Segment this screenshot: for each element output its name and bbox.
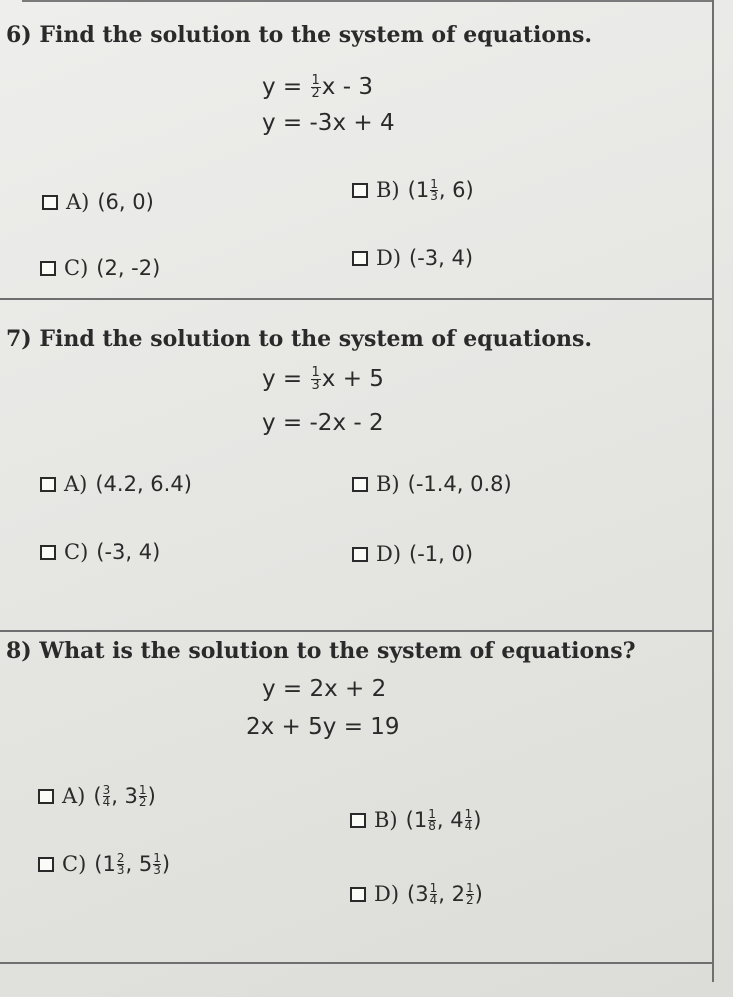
fraction <box>311 367 321 392</box>
checkbox[interactable] <box>38 789 54 804</box>
fraction-denominator: 2 <box>138 794 147 809</box>
choice-text-part: , 6) <box>438 178 474 202</box>
fraction-numerator: 1 <box>311 365 320 380</box>
fraction <box>465 880 474 907</box>
choice-text: (4.2, 6.4) <box>95 472 192 496</box>
question-6-choice-b[interactable] <box>352 178 474 202</box>
fraction-numerator: 1 <box>429 880 438 895</box>
fraction-numerator: 1 <box>464 806 473 821</box>
choice-text-part: 1 <box>413 808 428 832</box>
fraction-denominator: 2 <box>465 892 474 907</box>
question-8-choice-a[interactable] <box>38 784 156 808</box>
question-6 <box>0 0 714 300</box>
choice-text-part: , 2 <box>438 882 465 906</box>
checkbox[interactable] <box>352 547 368 562</box>
choice-text: ( $\frac{3}{4}$ , 3 $\frac{1}{2}$ ) <box>93 782 156 809</box>
fraction <box>430 176 438 203</box>
fraction <box>429 880 438 907</box>
checkbox[interactable] <box>40 477 56 492</box>
choice-letter: B) <box>374 808 398 832</box>
choice-letter: A) <box>62 784 86 808</box>
eq-rest: x + 5 <box>321 366 384 392</box>
choice-letter: A) <box>66 190 90 214</box>
choice-letter: B) <box>376 472 400 496</box>
question-7-choice-b[interactable] <box>352 472 512 496</box>
checkbox[interactable] <box>350 887 366 902</box>
choice-text-part: 3 <box>415 882 429 906</box>
choice-text-part: , 5 <box>125 852 153 876</box>
question-8-prompt: 8) What is the solution to the system of equations? <box>6 638 636 664</box>
fraction-numerator: 1 <box>153 850 161 865</box>
question-8-equation-1: y = 2x + 2 <box>262 676 387 702</box>
choice-text-part: 1 <box>102 852 116 876</box>
choice-text: (-1, 0) <box>409 542 474 566</box>
question-8 <box>0 632 714 982</box>
fraction-numerator: 1 <box>138 782 147 797</box>
bottom-border <box>0 962 714 964</box>
choice-letter: B) <box>376 178 400 202</box>
question-7-prompt: 7) Find the solution to the system of equations. <box>6 326 593 352</box>
question-7-equation-2: y = -2x - 2 <box>262 410 384 436</box>
fraction-numerator: 1 <box>311 73 320 88</box>
fraction-numerator: 2 <box>116 850 125 865</box>
fraction <box>153 850 161 877</box>
choice-text-part: , 4 <box>436 808 464 832</box>
fraction-numerator: 1 <box>430 176 438 191</box>
choice-letter: D) <box>374 882 400 906</box>
choice-text: ( 3 $\frac{1}{4}$ , 2 $\frac{1}{2}$ ) <box>407 880 483 907</box>
question-6-choice-d[interactable] <box>352 246 473 270</box>
fraction-denominator: 3 <box>116 862 125 877</box>
question-7-choice-a[interactable] <box>40 472 192 496</box>
question-7-choice-c[interactable] <box>40 540 160 564</box>
fraction-numerator: 1 <box>465 880 474 895</box>
checkbox[interactable] <box>352 477 368 492</box>
fraction <box>116 850 125 877</box>
choice-text-part: , 3 <box>111 784 138 808</box>
question-6-choice-a[interactable] <box>42 190 154 214</box>
choice-letter: C) <box>64 540 89 564</box>
choice-letter: A) <box>64 472 88 496</box>
fraction-denominator: 2 <box>311 86 320 101</box>
fraction <box>464 806 473 833</box>
eq-lhs: y = <box>262 366 303 392</box>
fraction-denominator: 4 <box>464 818 473 833</box>
choice-text: (-3, 4) <box>409 246 474 270</box>
question-7 <box>0 300 714 632</box>
fraction-denominator: 8 <box>428 818 436 833</box>
fraction <box>138 782 147 809</box>
checkbox[interactable] <box>350 813 366 828</box>
choice-letter: D) <box>376 246 402 270</box>
choice-text: ( 1 $\frac{2}{3}$ , 5 $\frac{1}{3}$ ) <box>94 850 171 877</box>
choice-text: (-3, 4) <box>96 540 161 564</box>
eq-rest: x - 3 <box>321 74 373 100</box>
checkbox[interactable] <box>38 857 54 872</box>
choice-text: (6, 0) <box>97 190 154 214</box>
choice-text: (-1.4, 0.8) <box>407 472 512 496</box>
fraction <box>102 782 111 809</box>
fraction-numerator: 3 <box>102 782 111 797</box>
question-8-choice-b[interactable] <box>350 808 481 832</box>
choice-text: (2, -2) <box>96 256 161 280</box>
choice-letter: C) <box>62 852 87 876</box>
fraction <box>311 75 321 100</box>
checkbox[interactable] <box>352 251 368 266</box>
checkbox[interactable] <box>352 183 368 198</box>
choice-text: ( 1 $\frac{1}{8}$ , 4 $\frac{1}{4}$ ) <box>405 806 482 833</box>
checkbox[interactable] <box>42 195 58 210</box>
choice-text <box>408 178 474 202</box>
choice-text-part: (1 <box>407 178 430 202</box>
fraction-denominator: 3 <box>153 862 161 877</box>
eq-lhs: y = <box>262 74 303 100</box>
fraction-denominator: 3 <box>311 378 320 393</box>
question-8-choice-d[interactable] <box>350 882 483 906</box>
checkbox[interactable] <box>40 261 56 276</box>
question-7-equation-1 <box>262 366 384 392</box>
choice-letter: C) <box>64 256 89 280</box>
fraction-denominator: 4 <box>102 794 111 809</box>
fraction <box>428 806 436 833</box>
question-6-equation-2: y = -3x + 4 <box>262 110 395 136</box>
question-8-choice-c[interactable] <box>38 852 170 876</box>
choice-letter: D) <box>376 542 402 566</box>
question-6-choice-c[interactable] <box>40 256 160 280</box>
fraction-denominator: 3 <box>430 188 438 203</box>
fraction-numerator: 1 <box>428 806 436 821</box>
question-8-equation-2: 2x + 5y = 19 <box>246 714 400 740</box>
question-6-prompt: 6) Find the solution to the system of equations. <box>6 22 593 48</box>
question-6-equation-1 <box>262 74 373 100</box>
question-7-choice-d[interactable] <box>352 542 473 566</box>
fraction-denominator: 4 <box>429 892 438 907</box>
checkbox[interactable] <box>40 545 56 560</box>
